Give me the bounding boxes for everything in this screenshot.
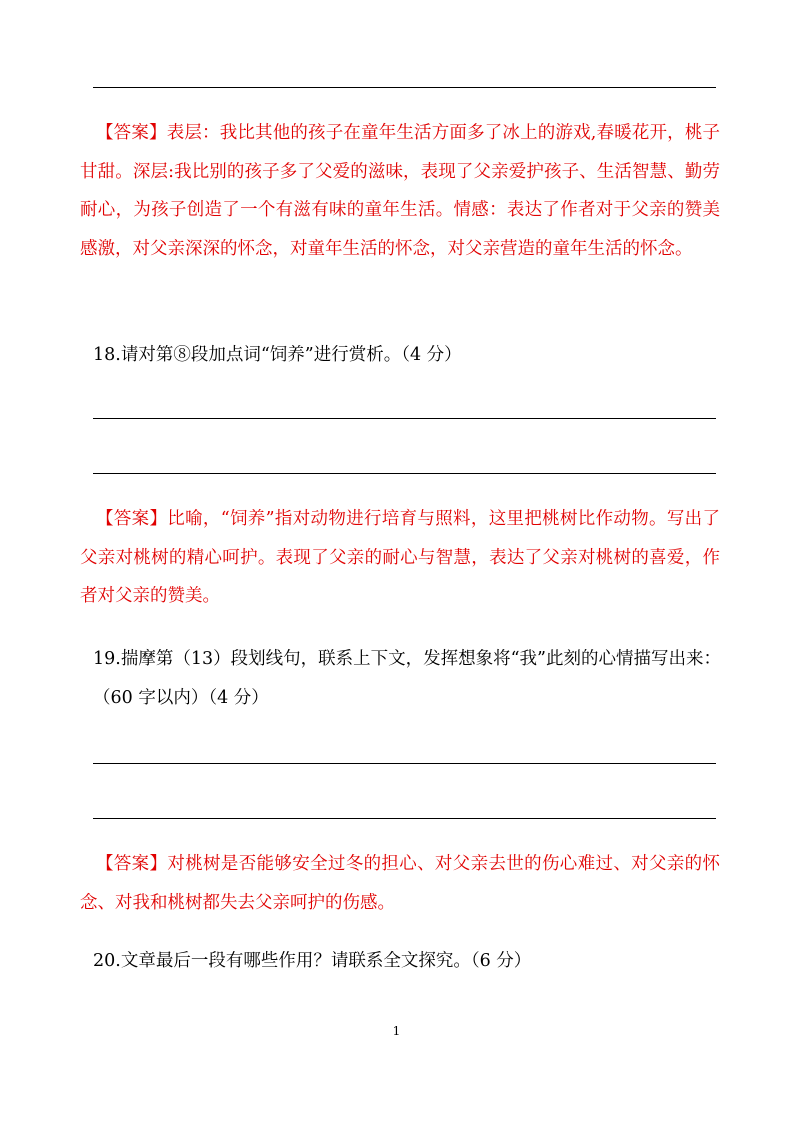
answer-line — [93, 418, 716, 419]
answer-line — [93, 87, 716, 88]
answer-tag: 【答案】 — [96, 509, 168, 529]
answer-tag: 【答案】 — [96, 123, 167, 143]
question-18: 18.请对第⑧段加点词“饲养”进行赏析。（4 分） — [93, 345, 462, 365]
question-19: 19.揣摩第（13）段划线句，联系上下文，发挥想象将“我”此刻的心情描写出来：（60 字以内）（4 分） — [93, 649, 721, 708]
answer-text: 对桃树是否能够安全过冬的担心、对父亲去世的伤心难过、对父亲的怀念、对我和桃树都失去父亲呵护的伤感。 — [80, 854, 721, 913]
answer-line — [93, 473, 716, 474]
answer-text: 表层：我比其他的孩子在童年生活方面多了冰上的游戏,春暖花开，桃子甘甜。深层:我比别的孩子多了父爱的滋味，表现了父亲爱护孩子、生活智慧、勤劳耐心，为孩子创造了一个有滋有味的童年生活。情感：表达了作者对于父亲的赞美感激，对父亲深深的怀念，对童年生活的怀念，对父亲营造的童年生活的怀念。 — [80, 123, 721, 259]
answer-17 — [80, 114, 720, 268]
answer-tag: 【答案】 — [96, 854, 168, 874]
answer-line — [93, 818, 716, 819]
answer-18 — [80, 500, 720, 616]
page-number: 1 — [392, 1024, 401, 1038]
question-20: 20.文章最后一段有哪些作用？请联系全文探究。（6 分） — [93, 951, 532, 971]
answer-text: 比喻，“饲养”指对动物进行培育与照料，这里把桃树比作动物。写出了父亲对桃树的精心呵护。表现了父亲的耐心与智慧，表达了父亲对桃树的喜爱，作者对父亲的赞美。 — [80, 509, 720, 606]
answer-19 — [80, 845, 720, 922]
answer-line — [93, 763, 716, 764]
